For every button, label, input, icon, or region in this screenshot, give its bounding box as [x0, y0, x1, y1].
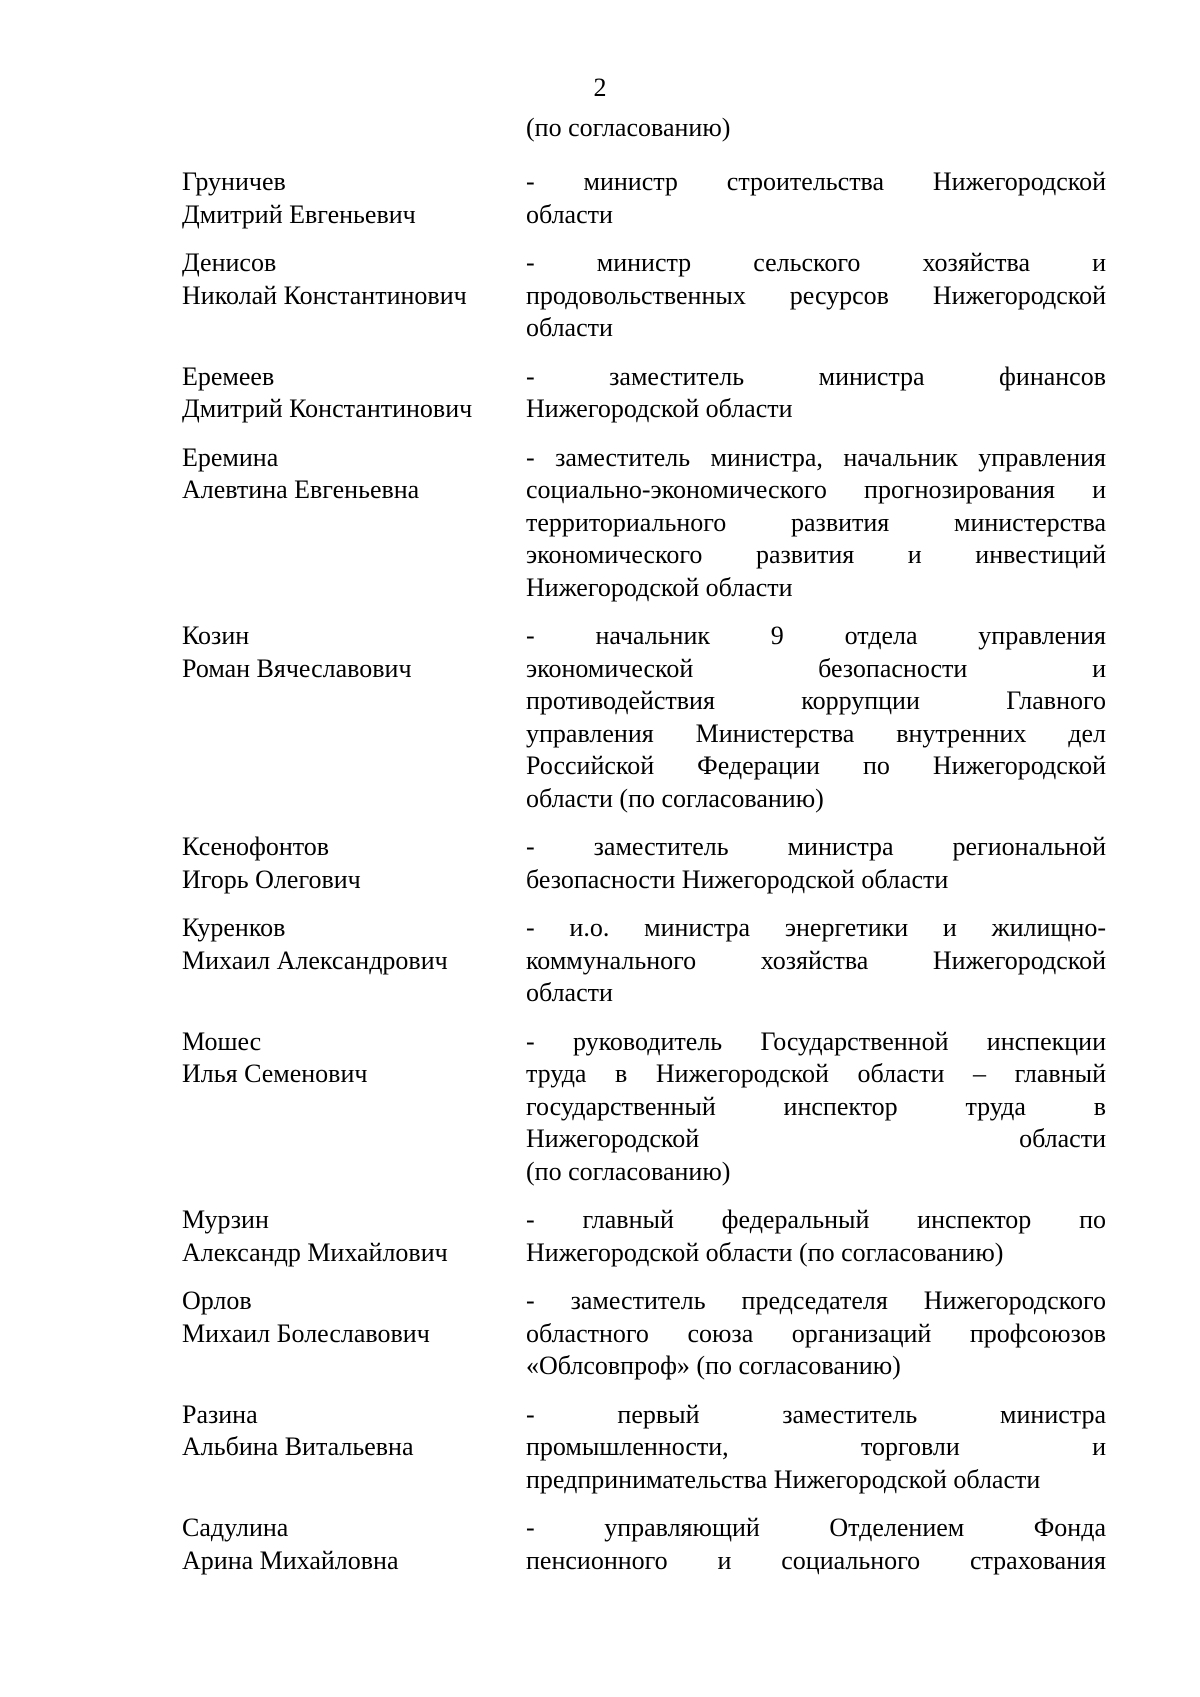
member-entry	[182, 442, 1106, 605]
member-role	[526, 361, 1106, 426]
member-given-name: Дмитрий Евгеньевич	[182, 199, 416, 229]
member-given-name: Альбина Витальевна	[182, 1432, 414, 1461]
member-entry	[182, 166, 1106, 231]
member-name	[182, 442, 526, 605]
member-surname: Еремина	[182, 442, 279, 472]
member-name	[182, 247, 526, 345]
member-given-name: Алевтина Евгеньевна	[182, 475, 420, 504]
member-given-name: Михаил Александрович	[182, 945, 448, 975]
role-line: - заместитель председателя Нижегородского	[526, 1286, 1106, 1315]
member-surname: Мошес	[182, 1026, 262, 1056]
role-line: - и.о. министра энергетики и жилищно-	[526, 913, 1106, 942]
member-entry	[182, 620, 1106, 815]
role-line: области (по согласованию)	[526, 783, 824, 813]
member-name	[182, 1512, 526, 1577]
role-line: - руководитель Государственной инспекции	[526, 1026, 1106, 1056]
role-line: экономического развития и инвестиций	[526, 540, 1106, 569]
role-line: - первый заместитель министра	[526, 1399, 1106, 1429]
member-given-name: Арина Михайловна	[182, 1545, 399, 1575]
page-number: 2	[593, 73, 607, 102]
member-name	[182, 1026, 526, 1189]
member-surname: Груничев	[182, 167, 286, 196]
member-surname: Денисов	[182, 248, 277, 277]
member-role	[526, 1204, 1106, 1269]
role-line: государственный инспектор труда в	[526, 1091, 1106, 1121]
role-line: - министр строительства Нижегородской	[526, 167, 1106, 196]
member-role	[526, 1399, 1106, 1497]
role-line: - главный федеральный инспектор по	[526, 1205, 1106, 1234]
role-line: Российской Федерации по Нижегородской	[526, 751, 1106, 780]
member-surname: Орлов	[182, 1286, 252, 1315]
member-name	[182, 1285, 526, 1383]
member-entry	[182, 1512, 1106, 1577]
role-line: области	[526, 313, 613, 342]
role-line: (по согласованию)	[526, 1156, 731, 1186]
member-role	[526, 620, 1106, 815]
role-line: промышленности, торговли и	[526, 1432, 1106, 1461]
role-line: предпринимательства Нижегородской области	[526, 1464, 1041, 1494]
role-line: - управляющий Отделением Фонда	[526, 1513, 1106, 1542]
member-surname: Козин	[182, 621, 250, 650]
role-line: Нижегородской области	[526, 1124, 1106, 1153]
role-line: Нижегородской области	[526, 572, 793, 602]
member-name	[182, 831, 526, 896]
role-line: - заместитель министра региональной	[526, 832, 1106, 861]
role-line: противодействия коррупции Главного	[526, 686, 1106, 715]
member-role	[526, 831, 1106, 896]
member-entry	[182, 247, 1106, 345]
role-line: Нижегородской области (по согласованию)	[526, 1237, 1004, 1267]
member-name	[182, 912, 526, 1010]
member-given-name: Михаил Болеславович	[182, 1318, 430, 1348]
role-line: коммунального хозяйства Нижегородской	[526, 945, 1106, 975]
member-role	[526, 247, 1106, 345]
member-role	[526, 166, 1106, 231]
role-line: труда в Нижегородской области – главный	[526, 1059, 1106, 1088]
role-line: областного союза организаций профсоюзов	[526, 1318, 1106, 1348]
role-line: территориального развития министерства	[526, 507, 1106, 537]
member-role	[526, 1285, 1106, 1383]
member-given-name: Роман Вячеславович	[182, 653, 412, 683]
member-role	[526, 442, 1106, 605]
member-list	[182, 166, 1106, 1593]
role-line: пенсионного и социального страхования	[526, 1545, 1106, 1575]
role-line: - начальник 9 отдела управления	[526, 621, 1106, 650]
member-surname: Садулина	[182, 1513, 289, 1542]
member-entry	[182, 831, 1106, 896]
member-role	[526, 1026, 1106, 1189]
member-surname: Еремеев	[182, 361, 275, 391]
role-line: области	[526, 978, 613, 1007]
role-line: - заместитель министра финансов	[526, 361, 1106, 391]
role-line: - заместитель министра, начальник управления	[526, 442, 1106, 472]
member-given-name: Николай Константинович	[182, 280, 467, 310]
member-surname: Разина	[182, 1399, 258, 1429]
role-line: экономической безопасности и	[526, 653, 1106, 683]
member-name	[182, 620, 526, 815]
member-name	[182, 361, 526, 426]
member-given-name: Дмитрий Константинович	[182, 394, 473, 423]
member-surname: Куренков	[182, 913, 286, 942]
role-line: области	[526, 199, 613, 229]
role-line: Нижегородской области	[526, 394, 793, 423]
member-given-name: Александр Михайлович	[182, 1237, 448, 1267]
role-line: - министр сельского хозяйства и	[526, 248, 1106, 277]
member-entry	[182, 1204, 1106, 1269]
member-surname: Мурзин	[182, 1205, 269, 1234]
member-entry	[182, 1026, 1106, 1189]
role-line: социально-экономического прогнозирования и	[526, 475, 1106, 504]
member-name	[182, 1204, 526, 1269]
member-given-name: Игорь Олегович	[182, 864, 361, 894]
member-role	[526, 1512, 1106, 1577]
member-name	[182, 166, 526, 231]
member-entry	[182, 1399, 1106, 1497]
member-entry	[182, 912, 1106, 1010]
role-line: «Облсовпроф» (по согласованию)	[526, 1351, 901, 1380]
role-line: управления Министерства внутренних дел	[526, 718, 1106, 748]
member-entry	[182, 361, 1106, 426]
member-role	[526, 912, 1106, 1010]
member-entry	[182, 1285, 1106, 1383]
member-given-name: Илья Семенович	[182, 1059, 368, 1088]
top-note: (по согласованию)	[526, 113, 731, 142]
member-surname: Ксенофонтов	[182, 832, 330, 861]
role-line: безопасности Нижегородской области	[526, 864, 949, 894]
role-line: продовольственных ресурсов Нижегородской	[526, 280, 1106, 310]
member-name	[182, 1399, 526, 1497]
